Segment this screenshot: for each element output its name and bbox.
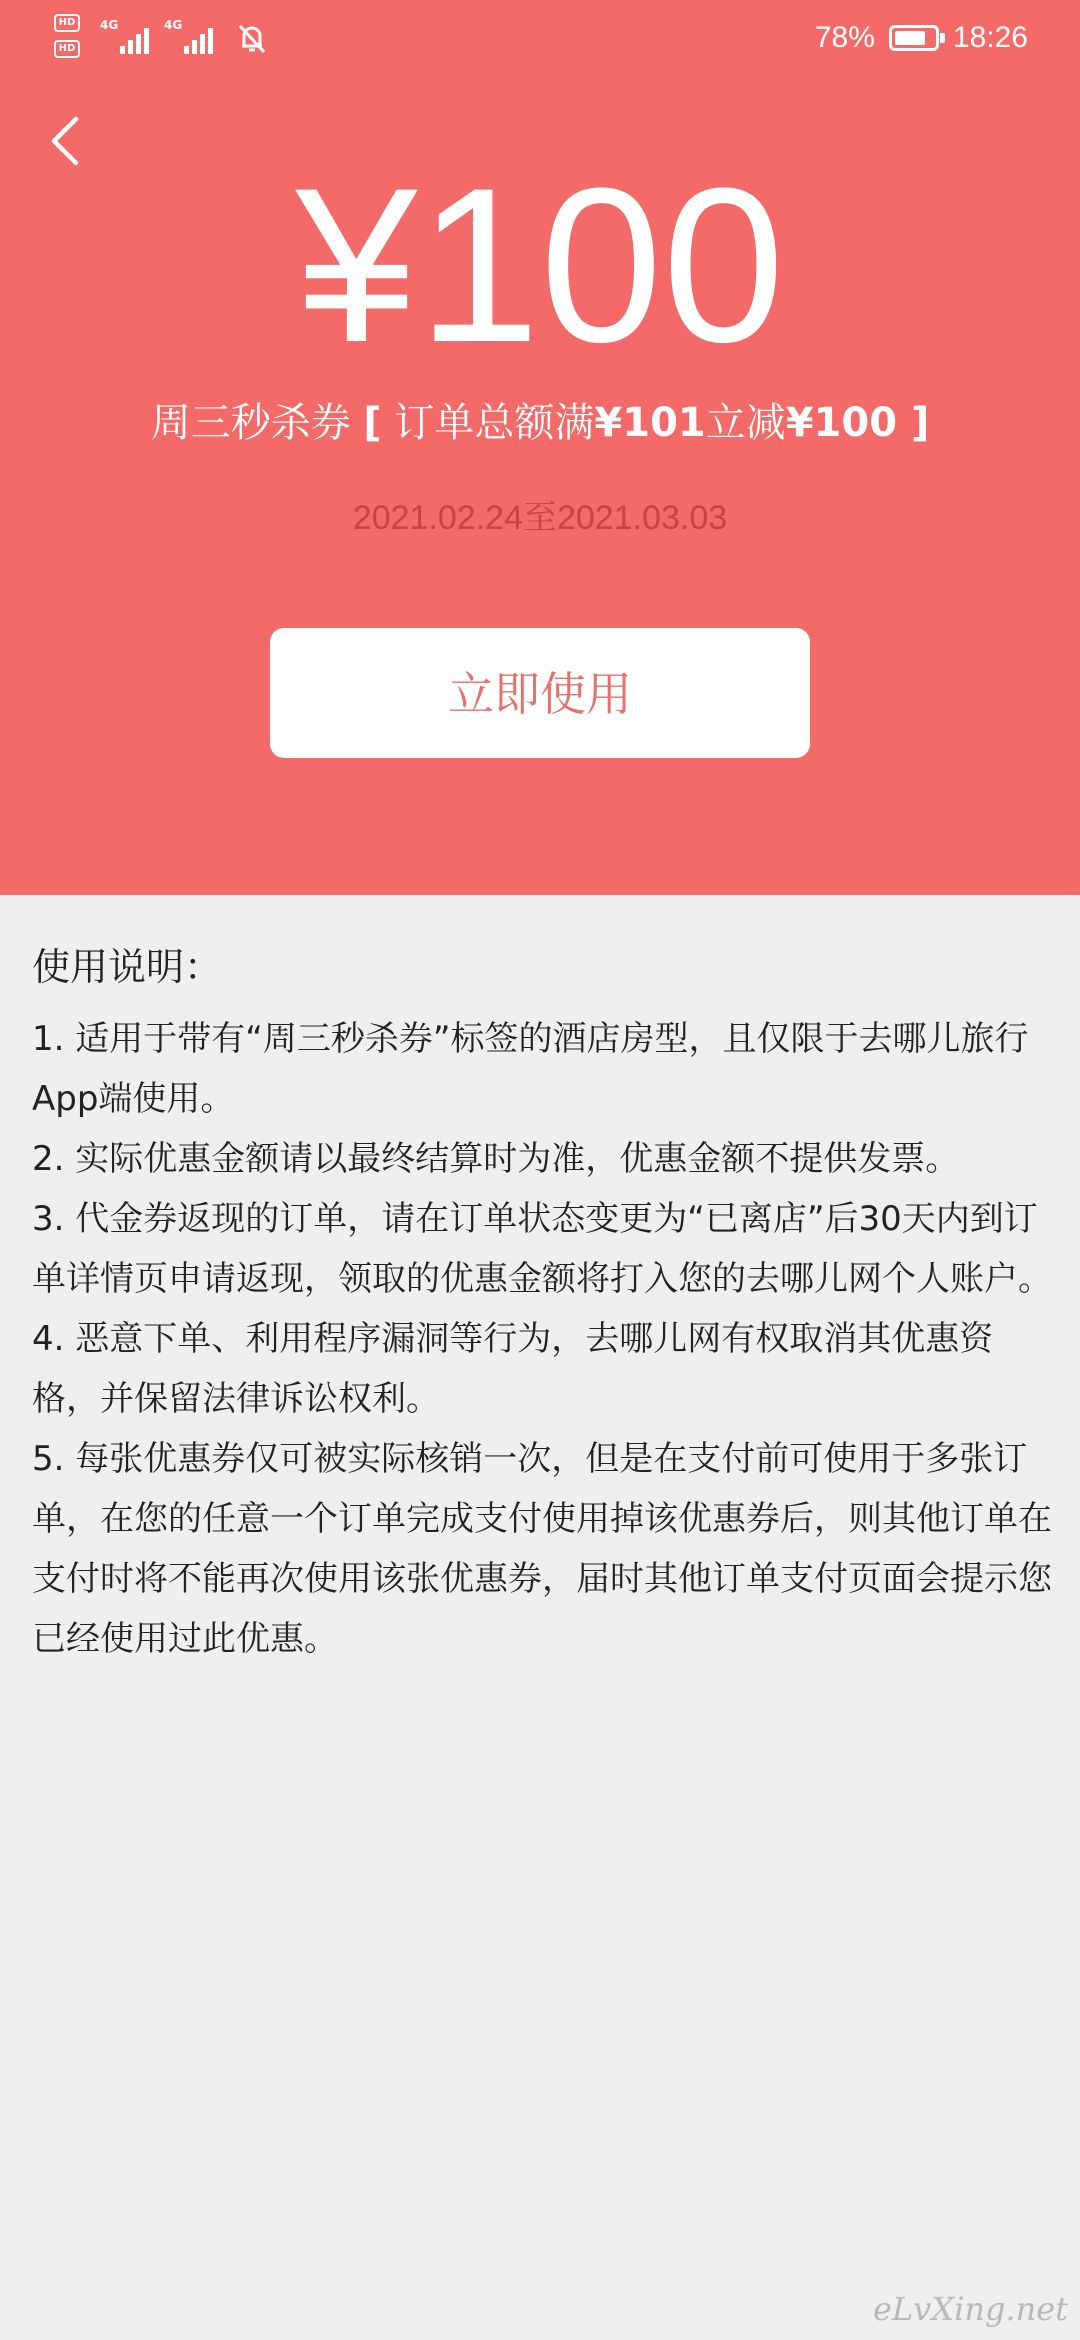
instruction-item: 2. 实际优惠金额请以最终结算时为准，优惠金额不提供发票。 <box>32 1139 960 1179</box>
status-right <box>815 18 1028 58</box>
status-time: 18:26 <box>952 21 1028 54</box>
status-bar <box>0 0 1080 72</box>
watermark: eLvXing.net <box>873 2290 1068 2328</box>
open-bracket: [ <box>363 400 382 446</box>
network-type-label: 4G <box>100 18 119 32</box>
coupon-validity: 2021.02.24至2021.03.03 <box>352 499 728 537</box>
instructions-title: 使用说明： <box>32 945 223 989</box>
signal-strength-icon <box>120 22 149 54</box>
instruction-item: 4. 恶意下单、利用程序漏洞等行为，去哪儿网有权取消其优惠资格，并保留法律诉讼权利。 <box>32 1319 994 1419</box>
instruction-item: 5. 每张优惠券仅可被实际核销一次，但是在支付前可使用于多张订单，在您的任意一个订单完成支付使用掉该优惠券后，则其他订单在支付时将不能再次使用该张优惠券，届时其他订单支付页面会提示您已经使用过此优惠。 <box>32 1439 1052 1659</box>
coupon-header <box>0 0 1080 895</box>
instruction-item: 3. 代金券返现的订单，请在订单状态变更为“已离店”后30天内到订单详情页申请返现，领取的优惠金额将打入您的去哪儿网个人账户。 <box>32 1199 1052 1299</box>
network-type-label: 4G <box>164 18 183 32</box>
battery-percent: 78% <box>814 21 875 54</box>
coupon-title <box>0 395 1080 451</box>
battery-icon <box>889 25 939 51</box>
use-now-button[interactable]: 立即使用 <box>270 628 810 758</box>
coupon-min-amount: ¥101 <box>594 400 706 446</box>
coupon-name: 周三秒杀券 <box>150 400 351 446</box>
bell-off-icon <box>234 20 270 56</box>
hd-badge-icon: HD <box>54 40 80 58</box>
instruction-item: 1. 适用于带有“周三秒杀券”标签的酒店房型，且仅限于去哪儿旅行App端使用。 <box>32 1019 1029 1119</box>
coupon-reduce-label: 立减 <box>705 400 786 446</box>
hd-badge-icon: HD <box>54 14 80 32</box>
coupon-amount: ¥100 <box>295 142 785 388</box>
signal-strength-icon <box>184 22 213 54</box>
usage-instructions <box>32 935 1052 1669</box>
coupon-reduce-amount: ¥100 <box>785 400 912 446</box>
battery-level <box>895 31 925 45</box>
close-bracket: ] <box>911 400 930 446</box>
coupon-condition: 订单总额满 <box>381 400 595 446</box>
